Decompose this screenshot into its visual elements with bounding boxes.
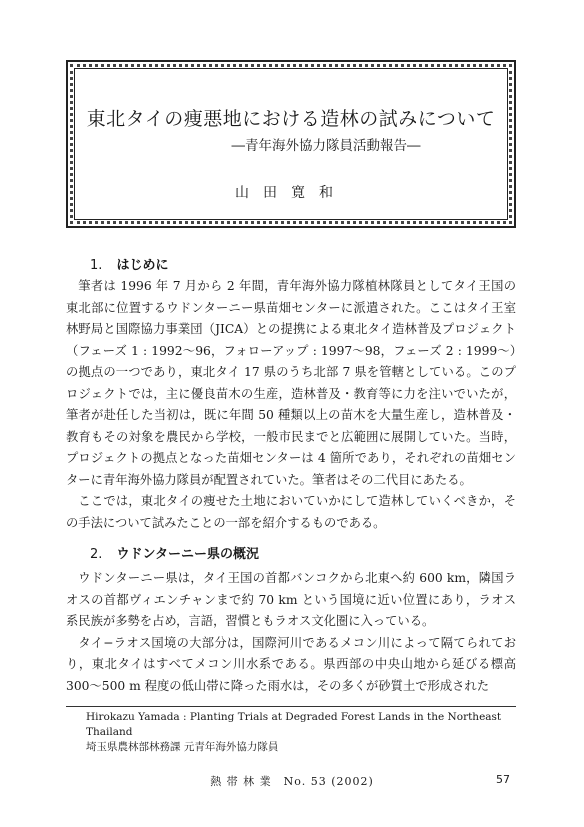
paragraph: ここでは，東北タイの痩せた土地においていかにして造林していくべきか，その手法について試みたことの一部を紹介するものである。 (66, 494, 516, 530)
section-title: ウドンターニー県の概況 (116, 547, 260, 562)
footnote (86, 710, 516, 755)
section-heading-1 (90, 254, 169, 273)
author-name: 山田寛和 (235, 185, 347, 201)
footnote-affiliation: 埼玉県農林部林務課 元青年海外協力隊員 (86, 741, 279, 753)
title-box (66, 60, 516, 228)
paragraph: 筆者は 1996 年 7 月から 2 年間，青年海外協力隊植林隊員としてタイ王国の東北部に位置するウドンターニー県苗畑センターに派遣された。ここはタイ王室林野局と国際協力事業団（JICA）との提携による東北タイ造林普及プロジェクト（フェーズ 1 : 1992〜96，フォローアップ : 1997〜98，フェーズ 2 : 1999〜）の拠点の一つであり，東北タイ 17 県のうち北部 7 県を管轄としている。このプロジェクトでは，主に優良苗木の生産，造林普及・教育等に力を注いでいたが，筆者が赴任した当初は，既に年間 50 種類以上の苗木を大量生産し，造林普及・教育もその対象を農民から学校，一般市民までと広範囲に展開していた。当時，プロジェクトの拠点となった苗畑センターは 4 箇所であり，それぞれの苗畑センターに青年海外協力隊員が配置されていた。筆者はその二代目にあたる。 (66, 279, 516, 487)
article-subtitle: ―青年海外協力隊員活動報告― (231, 138, 421, 154)
journal-footer: 熱 帯 林 業 No. 53 (2002) (210, 775, 374, 788)
section-body-2 (66, 568, 516, 697)
paragraph: タイ−ラオス国境の大部分は，国際河川であるメコン川によって隔てられており，東北タイはすべてメコン川水系である。県西部の中央山地から延びる標高 300〜500 m 程度の低山帯に降った雨水は，その多くが砂質土で形成された (66, 635, 516, 693)
footnote-english-title-cont: Thailand (86, 726, 133, 738)
article-title: 東北タイの痩悪地における造林の試みについて (86, 108, 496, 130)
paragraph: ウドンターニー県は，タイ王国の首都バンコクから北東へ約 600 km，隣国ラオスの首都ヴィエンチャンまで約 70 km という国境に近い位置にあり，ラオス系民族が多勢を占め，言語，習慣ともラオス文化圏に入っている。 (66, 571, 516, 628)
section-heading-2 (90, 543, 259, 562)
section-body-1 (66, 276, 516, 534)
footnote-english-title: Hirokazu Yamada : Planting Trials at Degraded Forest Lands in the Northeast (86, 711, 502, 723)
section-title: はじめに (116, 258, 169, 273)
section-number: 1. (90, 258, 103, 273)
footnote-divider (66, 706, 516, 707)
page-number: 57 (496, 773, 510, 786)
section-number: 2. (90, 547, 103, 562)
